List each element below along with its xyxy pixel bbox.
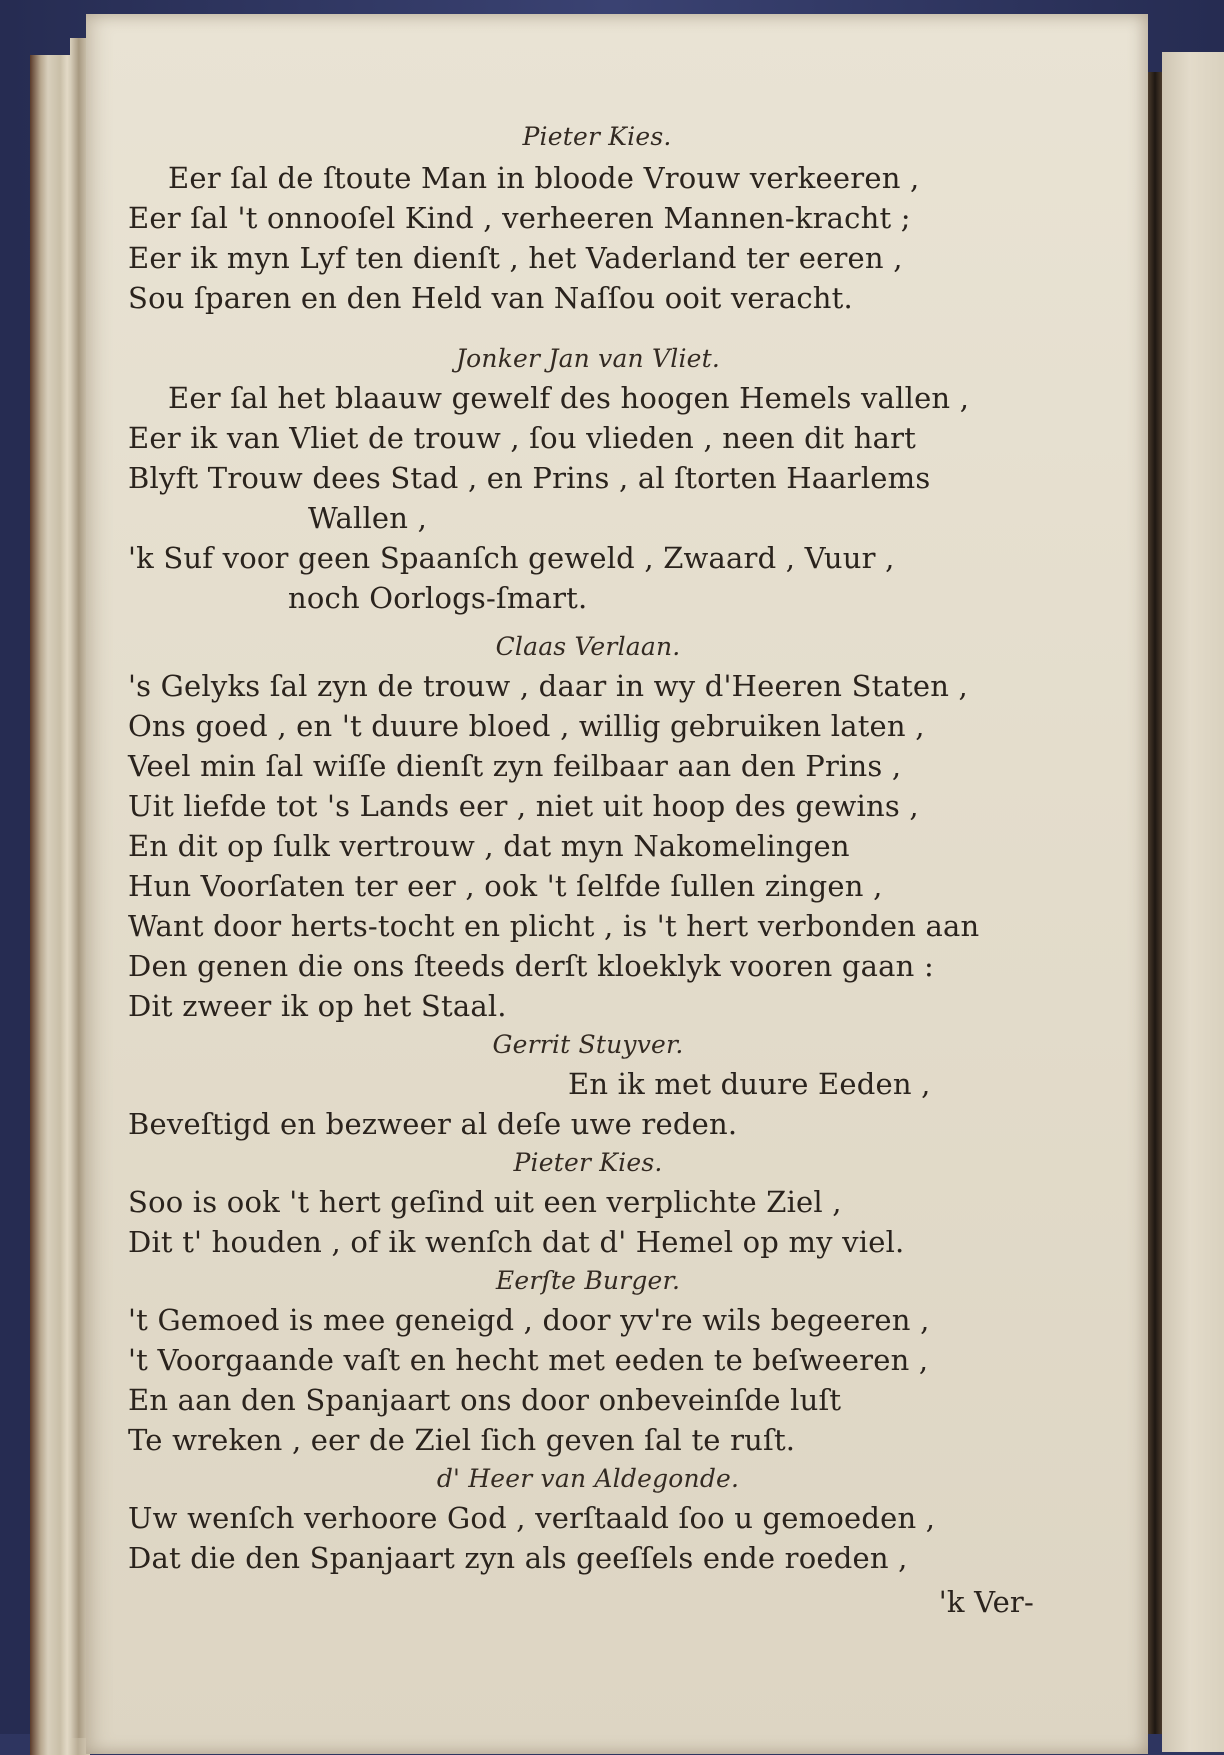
verse-line: Hun Voorſaten ter eer , ook 't ſelfde ſullen zingen , (128, 869, 883, 903)
catchword: 'k Ver- (938, 1585, 1034, 1619)
verse-line: Uit liefde tot 's Lands eer , niet uit hoop des gewins , (128, 789, 919, 823)
facing-page-edge (1162, 52, 1224, 1752)
verse-line: 's Gelyks ſal zyn de trouw , daar in wy d'Heeren Staten , (128, 669, 968, 703)
verse-line: En ik met duure Eeden , (568, 1067, 931, 1101)
speaker-heading: Eerſte Burger. (495, 1266, 681, 1295)
verse-line: Eer ik van Vliet de trouw , ſou vlieden , neen dit hart (128, 421, 916, 455)
verse-line: Dat die den Spanjaart zyn als geeſſels ende roeden , (128, 1541, 908, 1575)
speaker-heading: Pieter Kies. (522, 122, 672, 151)
verse-line-continuation: noch Oorlogs-ſmart. (288, 581, 588, 615)
verse-line: 't Voorgaande vaſt en hecht met eeden te beſweeren , (128, 1343, 929, 1377)
verse-line: Veel min ſal wiſſe dienſt zyn feilbaar aan den Prins , (128, 749, 902, 783)
verse-line: Uw wenſch verhoore God , verſtaald ſoo u gemoeden , (128, 1501, 936, 1535)
speaker-heading: Claas Verlaan. (495, 632, 681, 661)
verse-line: En aan den Spanjaart ons door onbeveinſde luſt (128, 1383, 842, 1417)
verse-line: Dit zweer ik op het Staal. (128, 989, 507, 1023)
verse-line: Te wreken , eer de Ziel ſich geven ſal te ruſt. (128, 1423, 796, 1457)
verse-line: Sou ſparen en den Held van Naſſou ooit veracht. (128, 281, 853, 315)
speaker-heading: d' Heer van Aldegonde. (436, 1464, 740, 1493)
verse-line: En dit op ſulk vertrouw , dat myn Nakomelingen (128, 829, 850, 863)
book-gutter (1148, 72, 1162, 1734)
verse-line: Dit t' houden , of ik wenſch dat d' Hemel op my viel. (128, 1225, 905, 1259)
speaker-heading: Gerrit Stuyver. (492, 1030, 684, 1059)
verse-line: 'k Suf voor geen Spaanſch geweld , Zwaard , Vuur , (128, 541, 895, 575)
verse-line: Want door herts-tocht en plicht , is 't hert verbonden aan (128, 909, 980, 943)
verse-line: Soo is ook 't hert geſind uit een verplichte Ziel , (128, 1185, 842, 1219)
verse-line-continuation: Wallen , (308, 501, 428, 535)
verse-line: Den genen die ons ſteeds derſt kloeklyk vooren gaan : (128, 949, 934, 983)
page-text (128, 118, 1048, 1622)
verse-line: Eer ik myn Lyf ten dienſt , het Vaderland ter eeren , (128, 241, 903, 275)
verse-line: Eer ſal 't onnooſel Kind , verheeren Mannen-kracht ; (128, 201, 911, 235)
verse-line: Beveſtigd en bezweer al deſe uwe reden. (128, 1107, 738, 1141)
verse-line: Ons goed , en 't duure bloed , willig gebruiken laten , (128, 709, 925, 743)
verse-line: Eer ſal de ſtoute Man in bloode Vrouw verkeeren , (168, 161, 920, 195)
verse-line: Eer ſal het blaauw gewelf des hoogen Hemels vallen , (168, 381, 970, 415)
speaker-heading: Pieter Kies. (513, 1148, 663, 1177)
verse-line: Blyft Trouw dees Stad , en Prins , al ſtorten Haarlems (128, 461, 931, 495)
verse-line: 't Gemoed is mee geneigd , door yv're wils begeeren , (128, 1303, 930, 1337)
speaker-heading: Jonker Jan van Vliet. (455, 344, 721, 373)
